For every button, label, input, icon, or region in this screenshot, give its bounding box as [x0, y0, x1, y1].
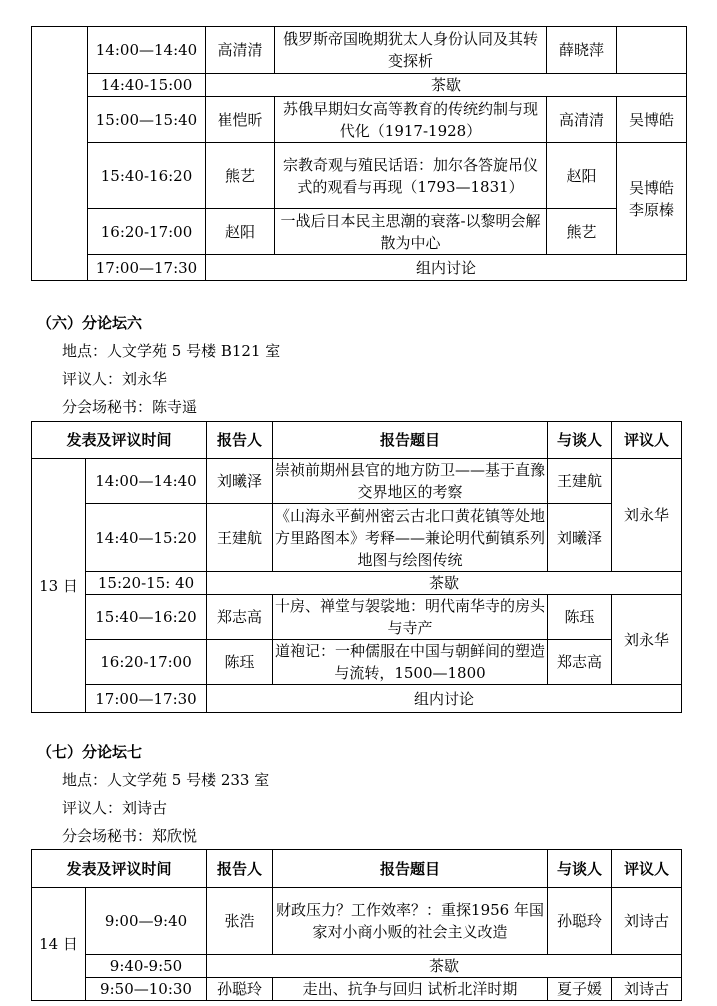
time-cell: 14:00—14:40 [88, 27, 206, 74]
table-row [32, 955, 682, 978]
topic-cell: 苏俄早期妇女高等教育的传统约制与现代化（1917-1928） [275, 97, 547, 143]
reviewer-cell: 吴博皓 李原榛 [617, 143, 687, 255]
table-row [32, 74, 687, 97]
table-row [32, 504, 682, 572]
reporter-cell: 陈珏 [207, 640, 273, 685]
discussant-cell: 高清清 [547, 97, 617, 143]
topic-cell: 道袍记：一种儒服在中国与朝鲜间的塑造与流转，1500—1800 [273, 640, 548, 685]
topic-cell: 《山海永平蓟州密云古北口黄花镇等处地方里路图本》考释——兼论明代蓟镇系列地图与绘图传统 [273, 504, 548, 572]
discussant-cell: 夏子媛 [548, 978, 612, 1001]
header-topic: 报告题目 [273, 422, 548, 459]
topic-cell: 宗教奇观与殖民话语：加尔各答旋吊仪式的观看与再现（1793—1831） [275, 143, 547, 209]
forum6-secretary: 分会场秘书：陈寺遥 [62, 398, 198, 416]
forum6-info [37, 309, 281, 421]
discussant-cell: 郑志高 [548, 640, 612, 685]
day-cell: 13 日 [32, 459, 86, 713]
forum7-reviewer: 评议人：刘诗古 [62, 799, 168, 817]
time-cell: 14:40-15:00 [88, 74, 206, 97]
schedule-table-forum5 [31, 26, 687, 281]
day-cell [32, 27, 88, 281]
table-row [32, 888, 682, 955]
reporter-cell: 王建航 [207, 504, 273, 572]
table-row [32, 209, 687, 255]
forum7-location: 地点：人文学苑 5 号楼 233 室 [62, 771, 270, 789]
forum7-secretary: 分会场秘书：郑欣悦 [62, 827, 198, 845]
discussant-cell: 熊艺 [547, 209, 617, 255]
table-row [32, 595, 682, 640]
time-cell: 9:00—9:40 [86, 888, 207, 955]
topic-cell: 财政压力？工作效率？：重探1956 年国家对小商小贩的社会主义改造 [273, 888, 548, 955]
table-header-row [32, 850, 682, 888]
header-reporter: 报告人 [207, 422, 273, 459]
reporter-cell: 孙聪玲 [207, 978, 273, 1001]
forum6-heading: （六）分论坛六 [37, 314, 143, 332]
reporter-cell: 刘曦泽 [207, 459, 273, 504]
day-cell: 14 日 [32, 888, 86, 1001]
reviewer-cell: 刘诗古 [612, 978, 682, 1001]
discussant-cell: 刘曦泽 [548, 504, 612, 572]
time-cell: 16:20-17:00 [86, 640, 207, 685]
break-cell: 茶歇 [207, 572, 682, 595]
reporter-cell: 张浩 [207, 888, 273, 955]
break-cell: 组内讨论 [207, 685, 682, 713]
reporter-cell: 崔恺昕 [206, 97, 275, 143]
forum6-location: 地点：人文学苑 5 号楼 B121 室 [62, 342, 281, 360]
header-reporter: 报告人 [207, 850, 273, 888]
reporter-cell: 赵阳 [206, 209, 275, 255]
table-row [32, 459, 682, 504]
time-cell: 17:00—17:30 [86, 685, 207, 713]
reviewer-cell: 刘永华 [612, 459, 682, 572]
schedule-table-forum7 [31, 849, 682, 1001]
time-cell: 9:50—10:30 [86, 978, 207, 1001]
time-cell: 17:00—17:30 [88, 255, 206, 281]
time-cell: 14:40—15:20 [86, 504, 207, 572]
topic-cell: 一战后日本民主思潮的衰落-以黎明会解散为中心 [275, 209, 547, 255]
table-header-row [32, 422, 682, 459]
reviewer-cell [617, 27, 687, 74]
header-discussant: 与谈人 [548, 850, 612, 888]
table-row [32, 685, 682, 713]
discussant-cell: 王建航 [548, 459, 612, 504]
topic-cell: 走出、抗争与回归 试析北洋时期 [273, 978, 548, 1001]
table-row [32, 978, 682, 1001]
topic-cell: 俄罗斯帝国晚期犹太人身份认同及其转变探析 [275, 27, 547, 74]
break-cell: 茶歇 [207, 955, 682, 978]
time-cell: 15:40—16:20 [86, 595, 207, 640]
discussant-cell: 孙聪玲 [548, 888, 612, 955]
forum7-info [37, 738, 270, 850]
reviewer-cell: 刘诗古 [612, 888, 682, 955]
header-time: 发表及评议时间 [32, 850, 207, 888]
header-topic: 报告题目 [273, 850, 548, 888]
topic-cell: 崇祯前期州县官的地方防卫——基于直豫交界地区的考察 [273, 459, 548, 504]
header-reviewer: 评议人 [612, 850, 682, 888]
header-reviewer: 评议人 [612, 422, 682, 459]
reporter-cell: 郑志高 [207, 595, 273, 640]
schedule-table-forum6 [31, 421, 682, 713]
time-cell: 15:20-15: 40 [86, 572, 207, 595]
time-cell: 15:40-16:20 [88, 143, 206, 209]
time-cell: 14:00—14:40 [86, 459, 207, 504]
forum6-reviewer: 评议人：刘永华 [62, 370, 168, 388]
reporter-cell: 高清清 [206, 27, 275, 74]
topic-cell: 十房、禅堂与袈裟地：明代南华寺的房头与寺产 [273, 595, 548, 640]
discussant-cell: 薛晓萍 [547, 27, 617, 74]
table-row [32, 143, 687, 209]
time-cell: 16:20-17:00 [88, 209, 206, 255]
reviewer-cell: 刘永华 [612, 595, 682, 685]
discussant-cell: 陈珏 [548, 595, 612, 640]
table-row [32, 640, 682, 685]
time-cell: 15:00—15:40 [88, 97, 206, 143]
time-cell: 9:40-9:50 [86, 955, 207, 978]
table-row [32, 572, 682, 595]
table-row [32, 27, 687, 74]
break-cell: 茶歇 [206, 74, 687, 97]
break-cell: 组内讨论 [206, 255, 687, 281]
header-discussant: 与谈人 [548, 422, 612, 459]
reporter-cell: 熊艺 [206, 143, 275, 209]
table-row [32, 255, 687, 281]
reviewer-cell: 吴博皓 [617, 97, 687, 143]
table-row [32, 97, 687, 143]
header-time: 发表及评议时间 [32, 422, 207, 459]
discussant-cell: 赵阳 [547, 143, 617, 209]
forum7-heading: （七）分论坛七 [37, 743, 143, 761]
